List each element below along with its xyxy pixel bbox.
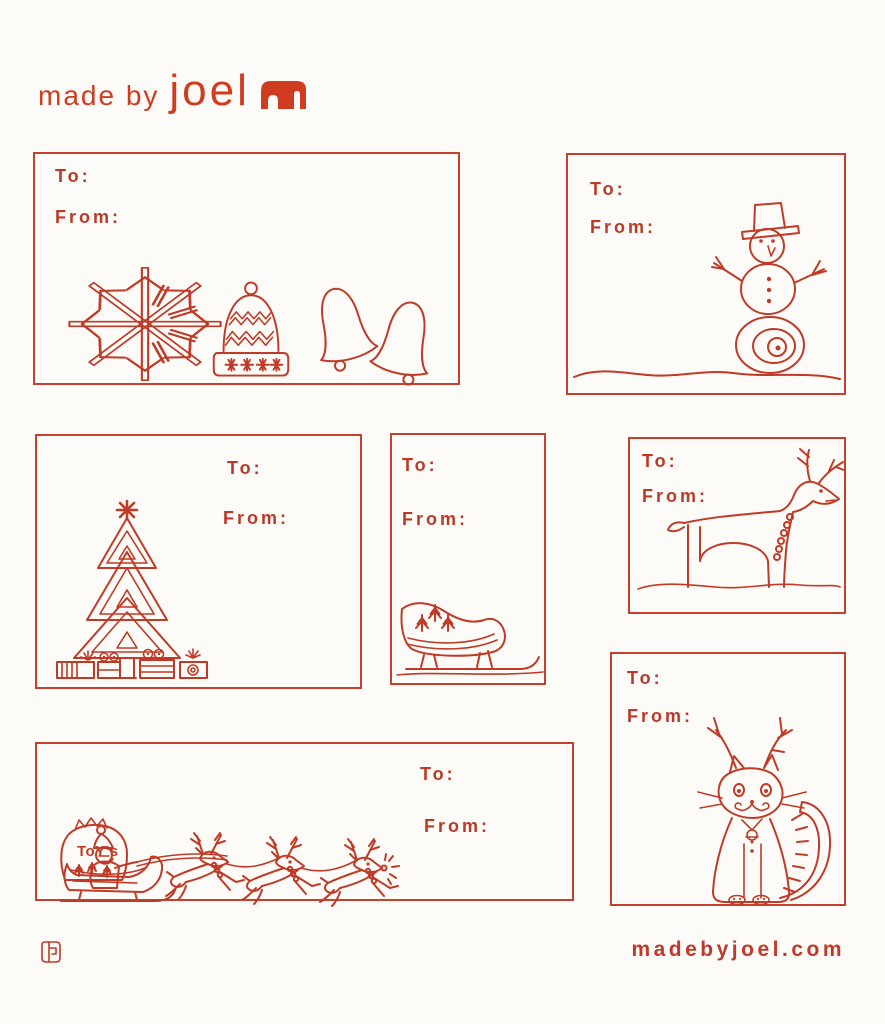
gift-tag-winter-icons: [33, 152, 460, 385]
reindeer-team: [166, 833, 399, 906]
gift-boxes-illustration: [57, 649, 207, 678]
gift-tag-reindeer: [628, 437, 846, 614]
from-label: From:: [642, 486, 708, 506]
reindeer-illustration: [630, 439, 844, 612]
christmas-tree-illustration: [52, 500, 237, 685]
snowman-illustration: [568, 155, 844, 393]
santa-sleigh-illustration: [37, 744, 572, 899]
from-label: From:: [627, 706, 693, 726]
to-label: To:: [590, 179, 626, 199]
monogram-stamp: [40, 940, 62, 969]
gift-tag-sled: [390, 433, 546, 685]
winter-hat-illustration: [202, 278, 300, 382]
from-label: From:: [424, 816, 490, 836]
sled-illustration: [394, 595, 546, 683]
gift-tag-christmas-tree: [35, 434, 362, 689]
from-label: From:: [590, 217, 656, 237]
to-label: To:: [55, 166, 91, 186]
logo: [38, 66, 307, 122]
sack-text: ToY's: [77, 843, 119, 860]
to-label: To:: [642, 451, 678, 471]
elephant-icon: [260, 80, 307, 114]
from-label: From:: [223, 508, 289, 528]
from-label: From:: [55, 207, 121, 227]
logo-made-by: made by: [38, 80, 160, 111]
from-label: From:: [402, 509, 468, 529]
glowing-nose: [382, 854, 400, 884]
team-reindeer-rudolph: [320, 839, 399, 906]
logo-joel: joel: [169, 66, 250, 115]
gift-tag-snowman: [566, 153, 846, 395]
footer-url: madebyjoel.com: [631, 938, 845, 961]
gift-tag-reindeer-cat: [610, 652, 846, 906]
team-reindeer: [166, 833, 244, 900]
to-label: To:: [627, 668, 663, 688]
bells-illustration: [302, 280, 447, 387]
gift-tag-santa-sleigh: [35, 742, 574, 901]
to-label: To:: [227, 458, 263, 478]
cat-with-antlers-illustration: [612, 654, 844, 904]
to-label: To:: [420, 764, 456, 784]
to-label: To:: [402, 455, 438, 475]
